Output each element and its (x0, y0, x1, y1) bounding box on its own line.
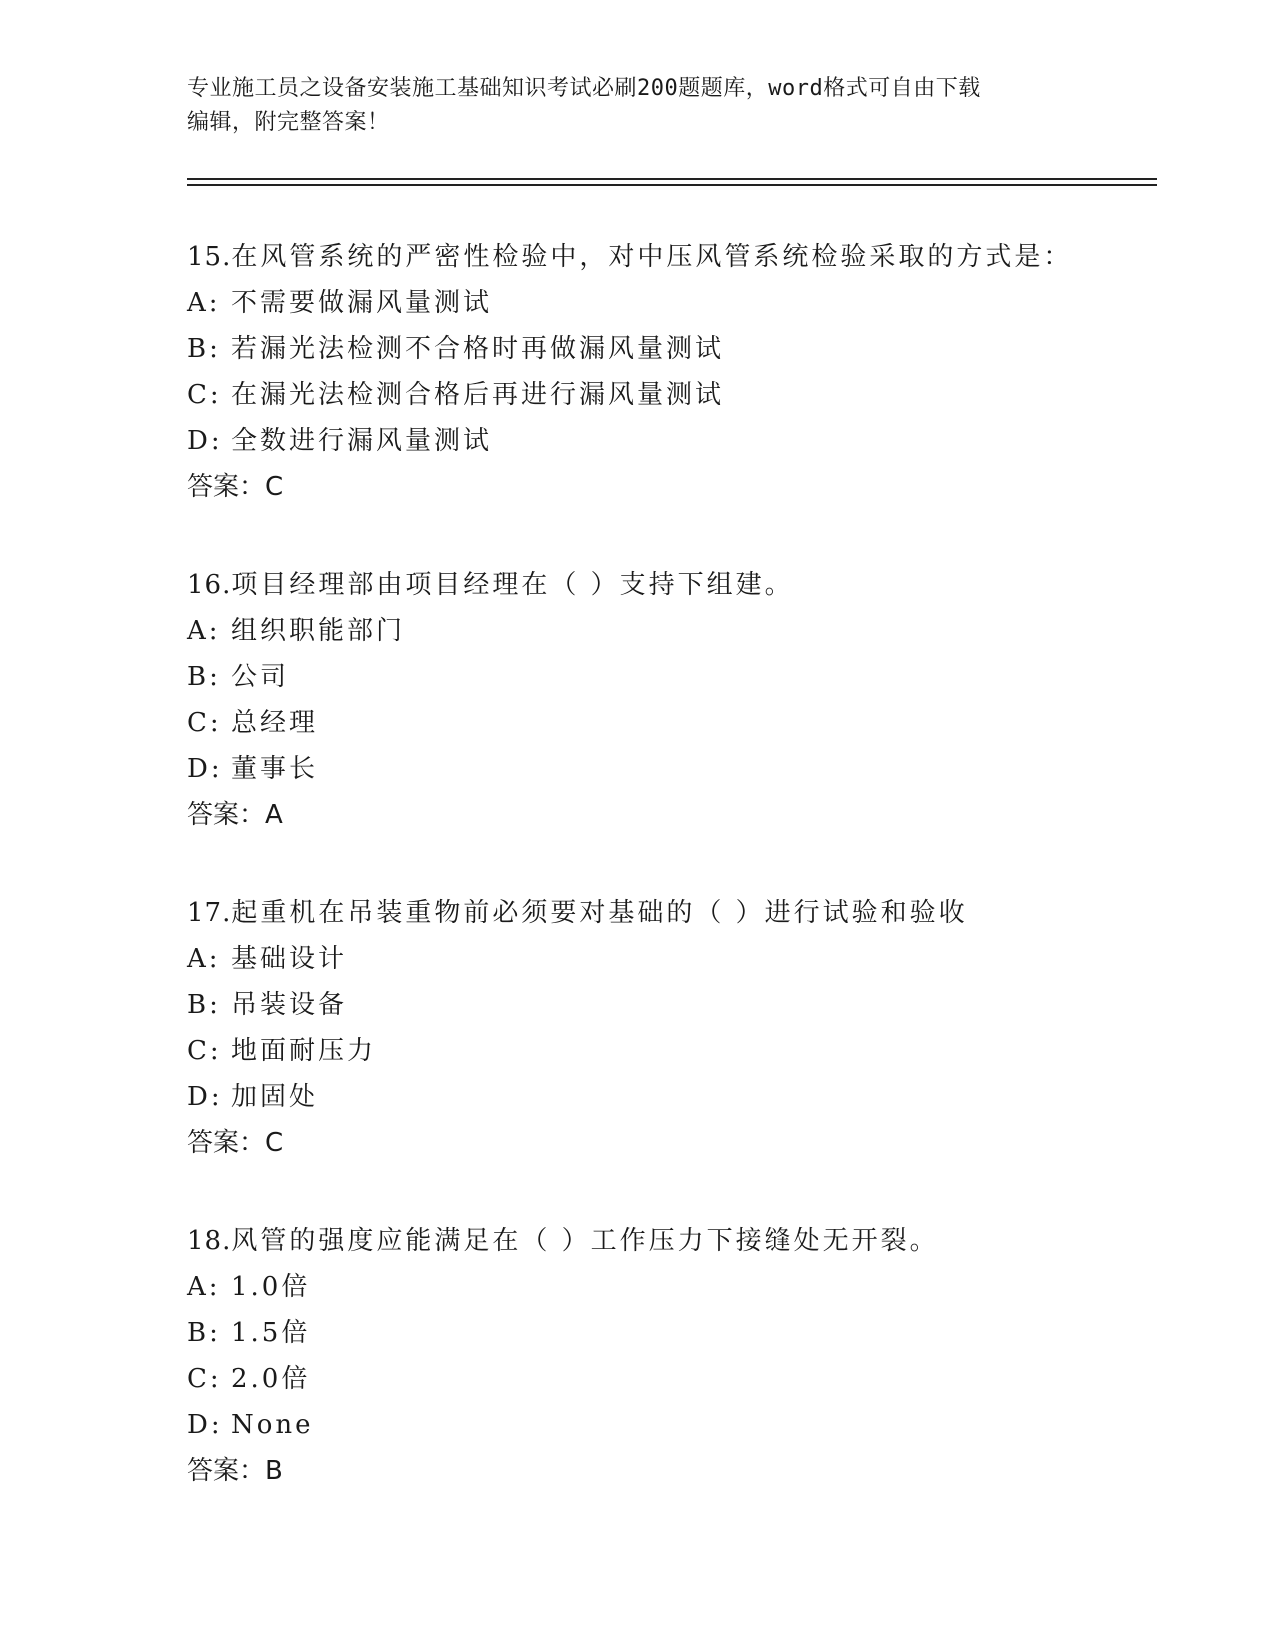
option-text: None (231, 1410, 314, 1440)
option-letter: A: (187, 944, 221, 974)
option-text: 总经理 (231, 708, 319, 738)
question-18 (187, 1218, 1187, 1494)
header-divider-bottom (187, 184, 1157, 186)
option-text: 若漏光法检测不合格时再做漏风量测试 (231, 334, 725, 364)
option-b (187, 1310, 1187, 1356)
option-text: 2.0倍 (231, 1364, 311, 1394)
option-letter: B: (187, 1318, 221, 1348)
option-text: 基础设计 (231, 944, 348, 974)
question-text: 项目经理部由项目经理在（ ）支持下组建。 (231, 570, 794, 600)
option-text: 不需要做漏风量测试 (231, 288, 493, 318)
option-letter: D: (187, 1082, 223, 1112)
question-number: 18. (187, 1226, 232, 1256)
option-text: 在漏光法检测合格后再进行漏风量测试 (231, 380, 725, 410)
option-c (187, 700, 1187, 746)
question-text: 在风管系统的严密性检验中，对中压风管系统检验采取的方式是： (231, 242, 1073, 272)
answer-line: 答案：A (187, 800, 283, 830)
option-letter: D: (187, 754, 223, 784)
option-a (187, 280, 1187, 326)
question-number: 17. (187, 898, 232, 928)
option-letter: B: (187, 334, 221, 364)
option-letter: C: (187, 1036, 222, 1066)
option-letter: A: (187, 288, 221, 318)
option-d (187, 1074, 1187, 1120)
option-d (187, 1402, 1187, 1448)
option-letter: D: (187, 1410, 223, 1440)
question-17 (187, 890, 1187, 1166)
option-text: 公司 (231, 662, 290, 692)
question-number: 16. (187, 570, 232, 600)
question-stem (187, 1218, 1187, 1264)
option-c (187, 372, 1187, 418)
option-text: 吊装设备 (231, 990, 348, 1020)
question-text: 风管的强度应能满足在（ ）工作压力下接缝处无开裂。 (231, 1226, 939, 1256)
option-letter: C: (187, 380, 222, 410)
option-c (187, 1356, 1187, 1402)
answer-line: 答案：B (187, 1456, 283, 1486)
answer-line: 答案：C (187, 472, 284, 502)
option-letter: A: (187, 1272, 221, 1302)
question-number: 15. (187, 242, 232, 272)
question-stem (187, 234, 1187, 280)
option-text: 地面耐压力 (231, 1036, 377, 1066)
option-d (187, 418, 1187, 464)
option-letter: D: (187, 426, 223, 456)
option-a (187, 936, 1187, 982)
question-stem (187, 562, 1187, 608)
option-b (187, 326, 1187, 372)
question-list (187, 234, 1187, 1546)
option-letter: B: (187, 990, 221, 1020)
option-text: 全数进行漏风量测试 (231, 426, 493, 456)
option-text: 加固处 (231, 1082, 319, 1112)
question-stem (187, 890, 1187, 936)
header-line-1: 专业施工员之设备安装施工基础知识考试必刷200题题库，word格式可自由下载 (187, 76, 981, 101)
header-line-2: 编辑，附完整答案！ (187, 110, 390, 135)
option-a (187, 1264, 1187, 1310)
option-b (187, 654, 1187, 700)
option-letter: C: (187, 1364, 222, 1394)
option-text: 1.5倍 (231, 1318, 311, 1348)
option-d (187, 746, 1187, 792)
option-c (187, 1028, 1187, 1074)
document-header (187, 72, 1087, 140)
option-b (187, 982, 1187, 1028)
option-letter: B: (187, 662, 221, 692)
header-divider-top (187, 178, 1157, 180)
option-letter: A: (187, 616, 221, 646)
option-letter: C: (187, 708, 222, 738)
option-a (187, 608, 1187, 654)
answer-line: 答案：C (187, 1128, 284, 1158)
question-15 (187, 234, 1187, 510)
option-text: 1.0倍 (231, 1272, 311, 1302)
option-text: 组织职能部门 (231, 616, 406, 646)
question-16 (187, 562, 1187, 838)
question-text: 起重机在吊装重物前必须要对基础的（ ）进行试验和验收 (231, 898, 968, 928)
option-text: 董事长 (231, 754, 319, 784)
